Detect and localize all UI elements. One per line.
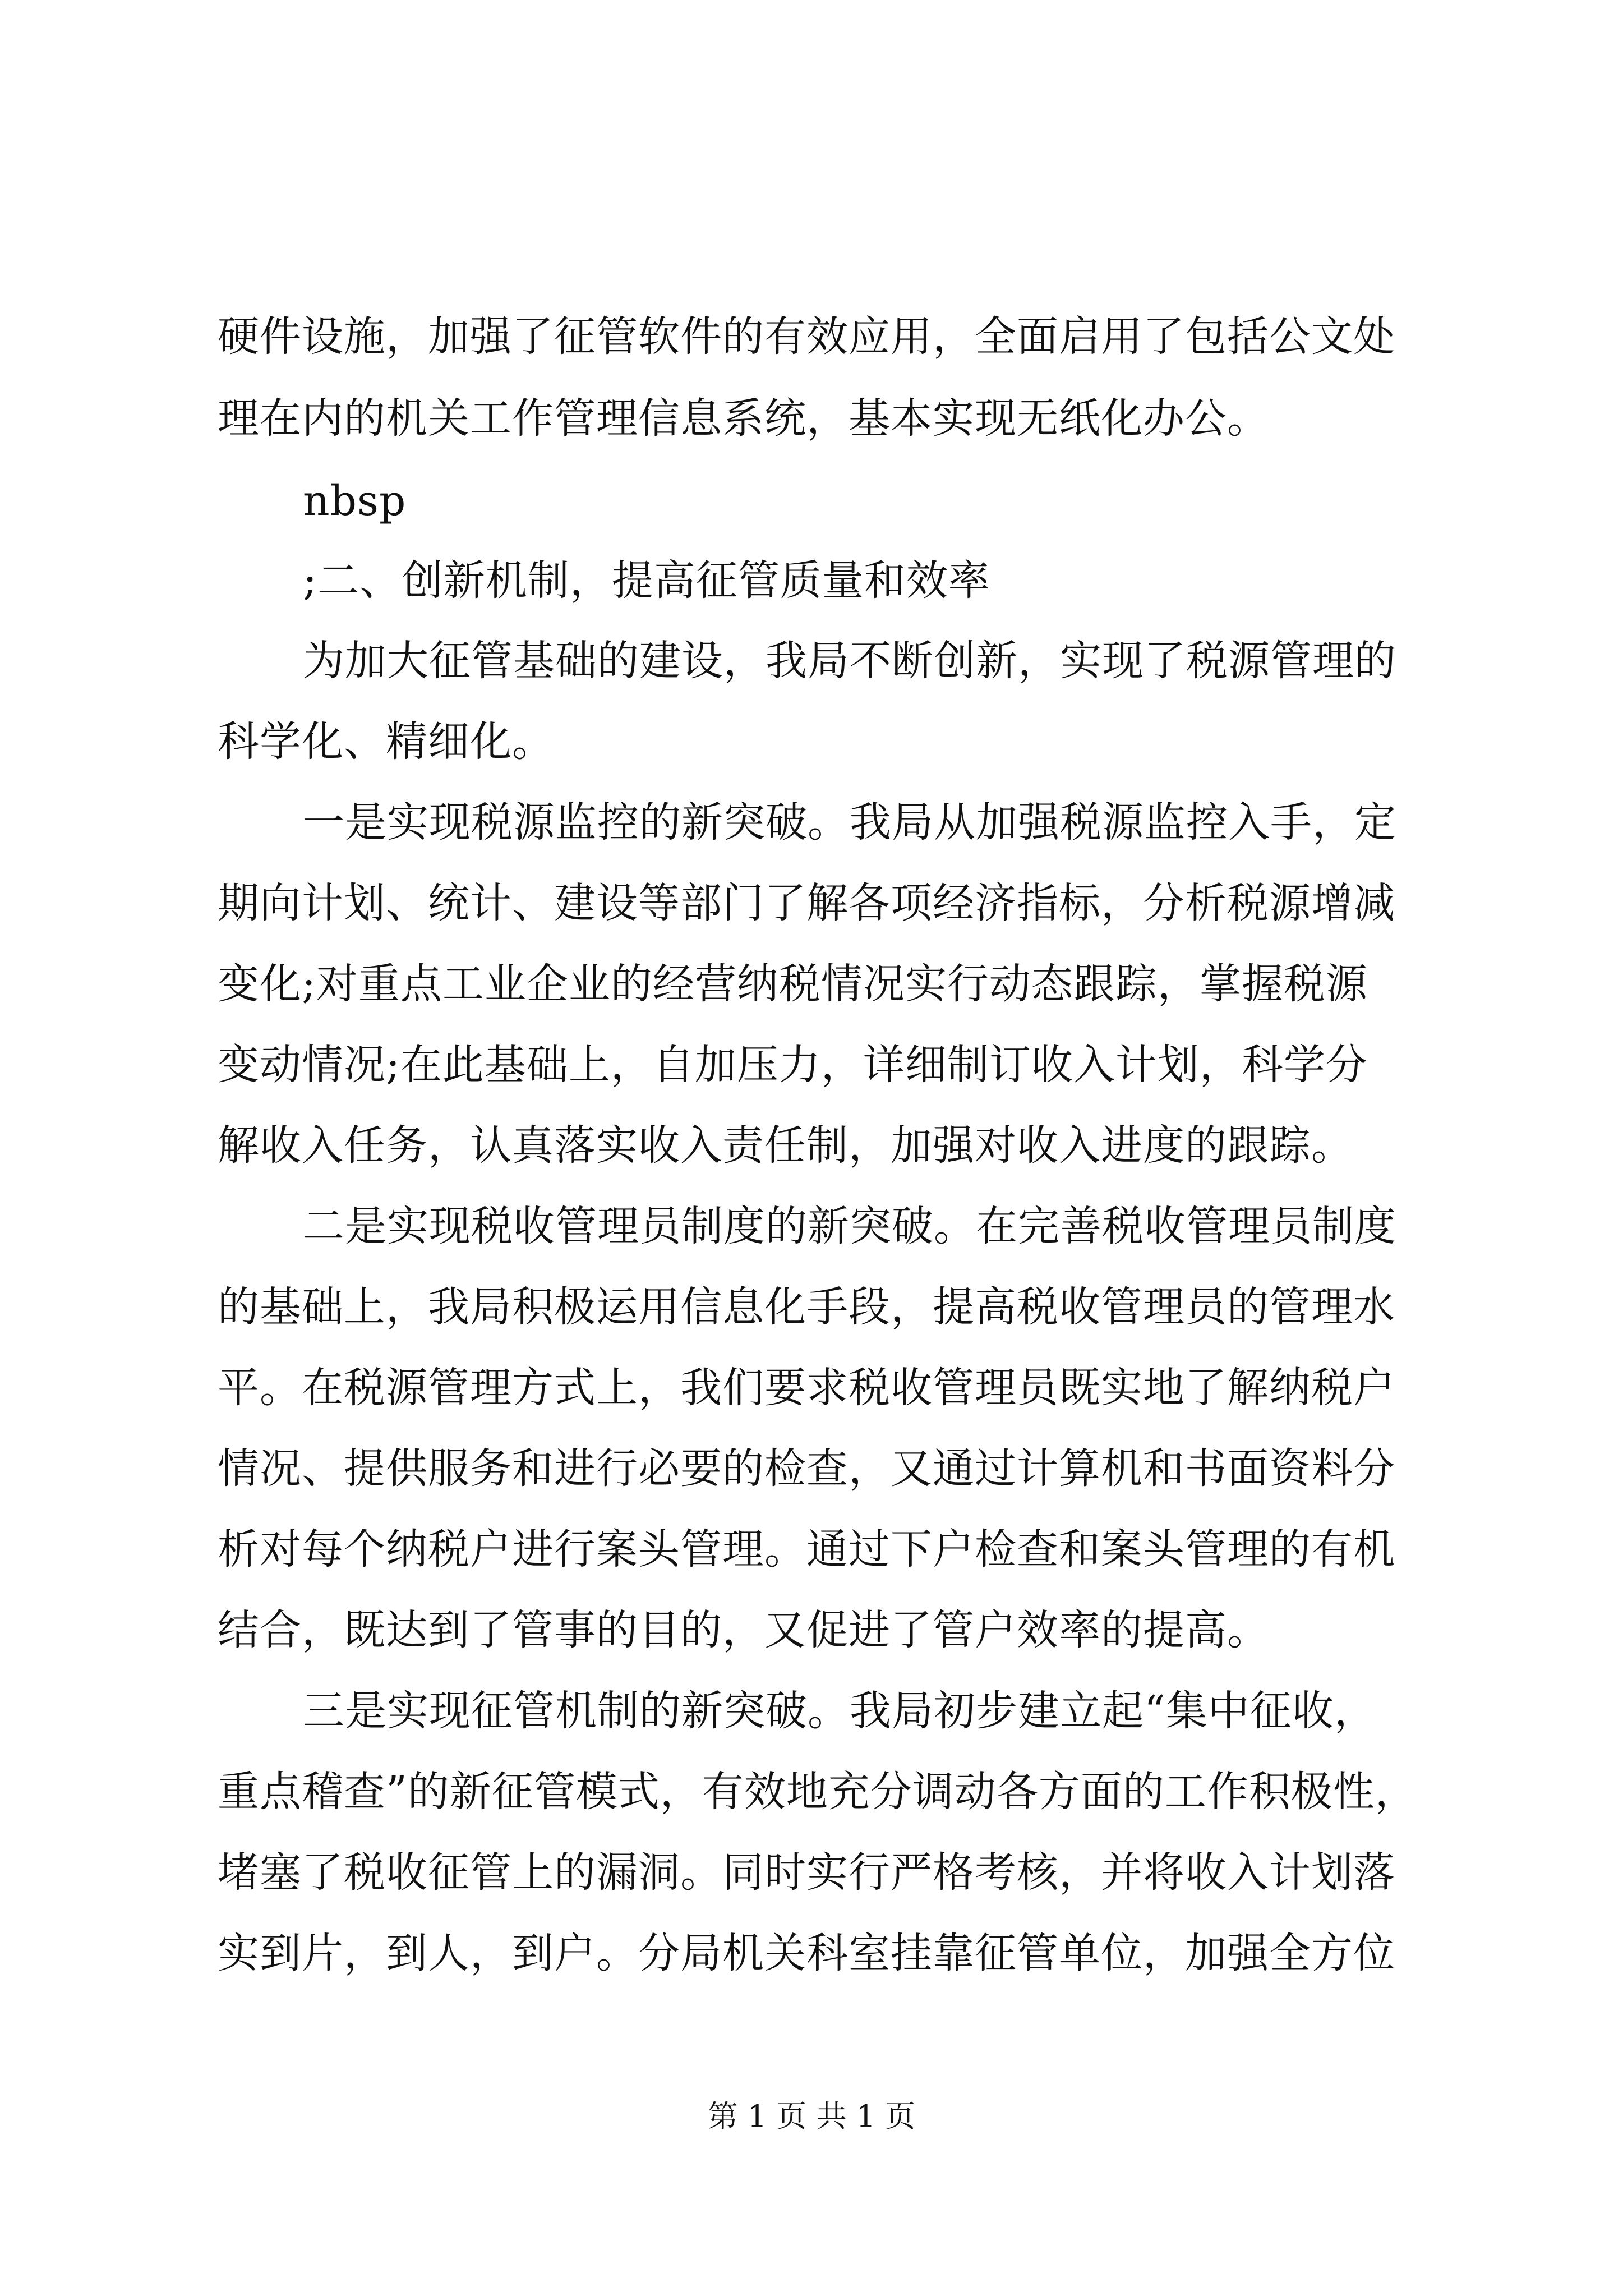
- text-line: 二是实现税收管理员制度的新突破。在完善税收管理员制度: [303, 1202, 1396, 1250]
- text-line: 平。在税源管理方式上，我们要求税收管理员既实地了解纳税户: [218, 1364, 1395, 1412]
- text-line: 变动情况;在此基础上，自加压力，详细制订收入计划，科学分: [218, 1041, 1368, 1089]
- section-heading: ;二、创新机制，提高征管质量和效率: [303, 556, 990, 605]
- text-line: 为加大征管基础的建设，我局不断创新，实现了税源管理的: [303, 637, 1396, 685]
- text-line: 解收入任务，认真落实收入责任制，加强对收入进度的跟踪。: [218, 1121, 1353, 1170]
- text-line: 三是实现征管机制的新突破。我局初步建立起“集中征收，: [303, 1687, 1376, 1735]
- text-line: 情况、提供服务和进行必要的检查，又通过计算机和书面资料分: [218, 1444, 1395, 1493]
- text-line: 重点稽查”的新征管模式，有效地充分调动各方面的工作积极性，: [218, 1768, 1417, 1816]
- text-line: 理在内的机关工作管理信息系统，基本实现无纸化办公。: [218, 394, 1269, 443]
- text-line: 实到片，到人，到户。分局机关科室挂靠征管单位，加强全方位: [218, 1929, 1395, 1977]
- text-line: 变化;对重点工业企业的经营纳税情况实行动态跟踪，掌握税源: [218, 960, 1368, 1008]
- text-line: 堵塞了税收征管上的漏洞。同时实行严格考核，并将收入计划落: [218, 1848, 1395, 1897]
- text-line: 一是实现税源监控的新突破。我局从加强税源监控入手，定: [303, 798, 1396, 846]
- text-line: 结合，既达到了管事的目的，又促进了管户效率的提高。: [218, 1606, 1269, 1654]
- text-line: 析对每个纳税户进行案头管理。通过下户检查和案头管理的有机: [218, 1525, 1395, 1573]
- text-line: 硬件设施，加强了征管软件的有效应用，全面启用了包括公文处: [218, 312, 1395, 361]
- text-line: 期向计划、统计、建设等部门了解各项经济指标，分析税源增减: [218, 879, 1395, 927]
- text-line: 的基础上，我局积极运用信息化手段，提高税收管理员的管理水: [218, 1283, 1395, 1331]
- page-number-footer: 第 1 页 共 1 页: [707, 2099, 916, 2134]
- text-line: 科学化、精细化。: [218, 717, 554, 766]
- text-line: nbsp: [303, 477, 407, 525]
